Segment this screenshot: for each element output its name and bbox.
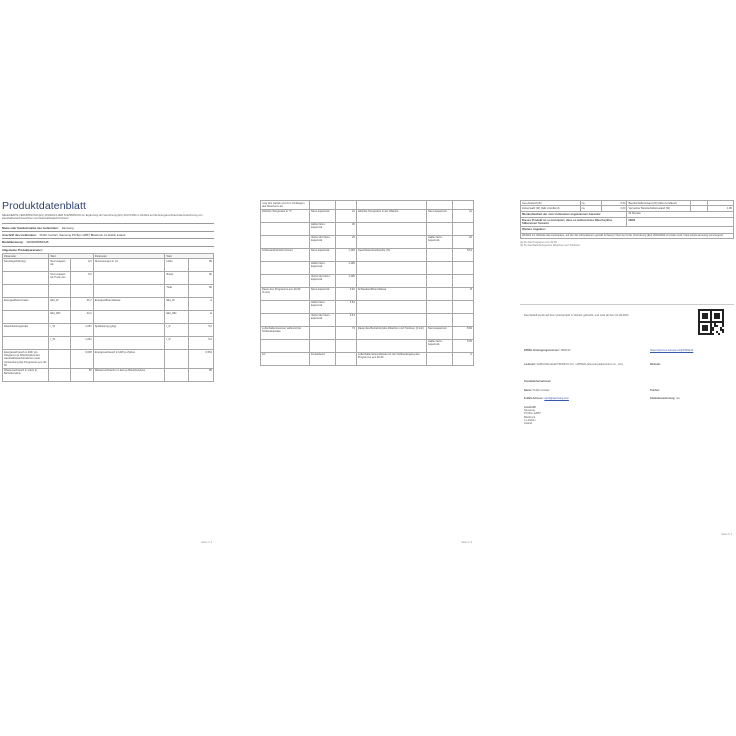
table-cell: I_W: [49, 337, 70, 350]
table-cell: [427, 287, 453, 300]
table-cell: [49, 285, 70, 298]
name-value: Public Contact: [532, 389, 550, 392]
table-cell: 73: [335, 326, 356, 339]
table-row: [261, 222, 474, 235]
table-row: [261, 352, 474, 365]
table-row: [261, 313, 474, 326]
email-row: [524, 397, 644, 400]
table-cell: 23: [335, 235, 356, 248]
table-cell: 9,0: [70, 259, 93, 272]
table-cell: Spülleistung (g/kg): [93, 324, 165, 337]
address-line: Blackrock: [524, 415, 536, 419]
table-cell: 21: [452, 209, 473, 222]
table-cell: 1,031: [70, 324, 93, 337]
table-cell: Freistehend: [309, 352, 335, 365]
table-cell: Halbe Nenn-kapazi-tät: [309, 300, 335, 313]
position-label: Stellenbezeichnung:: [650, 397, 676, 400]
table-cell: [261, 313, 310, 326]
table-cell: [93, 285, 165, 298]
table-cell: Viertel der Nenn-kapazi-tät: [309, 235, 335, 248]
table-cell: Bereitschaftszustand (W) (falls zutreffend): [627, 201, 691, 206]
table-cell: Luftschallemissionsklasse für den Schleudergang des Programms eco 40-60: [356, 352, 426, 365]
table-row: [3, 350, 214, 368]
table-cell: E: [188, 311, 213, 324]
page-number: Seite 3 / 3: [721, 533, 732, 536]
table-cell: Nenn-kapazi-tät: [427, 209, 453, 222]
page-number: Seite 1 / 3: [201, 541, 212, 544]
table-cell: [335, 352, 356, 365]
table-cell: 1 496: [335, 261, 356, 274]
table-cell: [165, 350, 188, 368]
table-cell: [356, 313, 426, 326]
table-cell: Wasserverbrauch in Litern je Betriebszyklus: [93, 368, 165, 381]
table-cell: [261, 235, 310, 248]
table-cell: Viertel der Nenn-kapazi-tät: [309, 313, 335, 326]
table-cell: Nenn-kapazi-tät: [427, 326, 453, 339]
table-cell: [427, 222, 453, 235]
email-label: E-Mail-Adresse:: [524, 397, 544, 400]
table-cell: EEI_W: [49, 298, 70, 311]
table-row: [3, 285, 214, 298]
supplier-label: Name oder Handelsmarke des Lieferanten:: [2, 225, 59, 230]
eprel-row: [524, 349, 644, 352]
table-cell: 46,7: [70, 298, 93, 311]
table-cell: [356, 261, 426, 274]
table-row: [3, 368, 214, 381]
table-cell: 31: [335, 209, 356, 222]
table-cell: 2:54: [335, 300, 356, 313]
model-value: WD90DB5B80HB: [26, 240, 49, 245]
contact-label: Kontaktinformationen: [524, 380, 551, 383]
table-cell: 42,2: [70, 311, 93, 324]
table-cell: Dauer des Programms eco 40-60 (h:min): [261, 287, 310, 300]
manufacturer-row: [524, 363, 644, 366]
guarantee-value: 24 Monate: [627, 211, 734, 217]
table-cell: I_W: [49, 324, 70, 337]
table-cell: Nenn-kapazi-tät: [49, 259, 70, 272]
table-cell: [49, 368, 70, 381]
table-cell: [356, 222, 426, 235]
continuation-text: rung des Geräts und zum Verlängern des Waschens ab.: [261, 201, 310, 210]
weblink-text: Weblink zur Website des Lieferanten, auf der die Informationen gemäß Anhang II Nummer 9 der Verordnung (EU) 2019/2023 zu finden sind: https://www.samsung.com/support: [521, 233, 734, 238]
table-row: [261, 201, 474, 210]
table-row: [261, 300, 474, 313]
table-cell: Viertel der Nenn-kapazi-tät: [309, 274, 335, 287]
table-cell: Halbe Nenn-kapazi-tät: [427, 235, 453, 248]
table-cell: 2:44: [335, 313, 356, 326]
column-header: Wert: [49, 253, 93, 258]
table-cell: 36: [335, 222, 356, 235]
table-cell: [452, 313, 473, 326]
table-cell: 8:00: [452, 326, 473, 339]
table-cell: [427, 352, 453, 365]
params-table-p1: [2, 253, 214, 382]
table-cell: 5,0: [188, 337, 213, 350]
table-body: [521, 201, 734, 212]
table-cell: Energieeffizienzindex: [3, 298, 49, 311]
table-cell: I_R: [165, 324, 188, 337]
name-row: [524, 389, 644, 392]
table-cell: Dauer des Betriebszyklus Waschen und Trocknen (h:min): [356, 326, 426, 339]
column-header: Parameter: [3, 253, 49, 258]
table-cell: [309, 326, 335, 339]
table-cell: 5:05: [452, 339, 473, 352]
table-cell: [356, 300, 426, 313]
table-cell: ca.: [580, 206, 601, 211]
table-cell: ca.: [580, 201, 601, 206]
page-number: Seite 2 / 3: [461, 541, 472, 544]
table-cell: Höhe: [165, 259, 188, 272]
table-cell: 0,048: [70, 350, 93, 368]
address-line: Ireland: [524, 422, 532, 426]
table-cell: [93, 337, 165, 350]
supplier-value: Samsung: [61, 225, 74, 230]
table-row: [261, 326, 474, 339]
table-cell: Tiefe: [165, 285, 188, 298]
position-value: n/a: [675, 397, 680, 400]
table-cell: [452, 261, 473, 274]
table-cell: Schleuderdrehzahl (U/min): [261, 248, 310, 261]
table-cell: Energieeffizienzklasse: [93, 298, 165, 311]
more-info-label: Weitere Angaben:: [521, 227, 734, 233]
table-cell: Halbe Nenn-kapazi-tät: [309, 222, 335, 235]
address-line: PO Box 12867: [524, 412, 541, 416]
table-cell: Halbe Nenn-kapazi-tät: [309, 261, 335, 274]
table-cell: Halbe Nenn-kapazi-tät: [427, 339, 453, 352]
model-label: Modellkennung:: [2, 240, 24, 245]
qr-caption: Das Modell wurde auf dem Unionsmarkt in Verkehr gebracht, und zwar ab dem 01.09.2024: [524, 314, 629, 317]
table-cell: 53,9: [452, 248, 473, 261]
table-cell: 85: [188, 259, 213, 272]
table-cell: Nenn-kapazi-tät: [309, 209, 335, 222]
table-cell: 80: [188, 368, 213, 381]
phone-label: Telefon:: [650, 389, 660, 392]
table-cell: [261, 274, 310, 287]
table-cell: [427, 248, 453, 261]
address-line: Co Dublin: [524, 418, 536, 422]
table-cell: Art: [261, 352, 310, 365]
manufacturer-value: SAMSUNG ELECTRONICS CO., LIMITED (Samsung Electronics Co., Ltd.): [536, 363, 624, 366]
table-cell: [356, 339, 426, 352]
table-cell: Nenn-kapazi-tät: [309, 248, 335, 261]
table-cell: [93, 311, 165, 324]
email-link[interactable]: eprel@samsung.com: [544, 397, 569, 400]
table-row: [3, 272, 214, 285]
address-label: Anschrift:: [524, 406, 537, 409]
table-cell: [49, 350, 70, 368]
regulation-intro: DELEGIERTE VERORDNUNG (EU) 2019/2014 DER KOMMISSION zur Ergänzung der Verordnung (EU) 2017/1369 im Hinblick auf die Energieverbrauchskennzeichnung von Haushaltswaschmaschinen und Haushaltswaschtrocknern: [2, 214, 203, 221]
table-cell: [427, 300, 453, 313]
table-cell: 0,554: [188, 350, 213, 368]
column-header: Wert: [165, 253, 214, 258]
name-label: Name:: [524, 389, 532, 392]
table-cell: 22: [452, 235, 473, 248]
table-row: [261, 209, 474, 222]
table-cell: Vernetzter Bereitschaftszustand (W): [627, 206, 691, 211]
table-cell: [261, 222, 310, 235]
manufacturer-label: Lieferant:: [524, 363, 536, 366]
table-row: [261, 248, 474, 261]
table-cell: Aus-Zustand (W): [521, 201, 581, 206]
table-cell: [427, 313, 453, 326]
power-table: [520, 200, 734, 239]
table-row: [3, 311, 214, 324]
table-cell: [452, 274, 473, 287]
table-cell: [261, 261, 310, 274]
address-row: [2, 231, 214, 238]
silver-ion-row: [521, 217, 734, 226]
table-cell: [309, 339, 335, 352]
supplier-row: [2, 223, 214, 230]
table-cell: [452, 300, 473, 313]
table-row: [261, 235, 474, 248]
table-cell: 1,80: [708, 206, 734, 211]
table-cell: Nennkapazität (kg): [3, 259, 49, 272]
table-cell: [356, 274, 426, 287]
table-cell: Waschleistungsindex: [3, 324, 49, 337]
silver-ion-label: Dieses Produkt ist so konzipiert, dass es während des Waschzyklus Silberionen freisetzt: [521, 217, 627, 226]
qr-code-icon[interactable]: [698, 309, 724, 335]
table-cell: [3, 272, 49, 285]
table-cell: [427, 274, 453, 287]
eprel-link[interactable]: https://eprel.ec.europa.eu/qr/1581212: [650, 349, 694, 352]
document-page-2: [260, 200, 474, 544]
table-body: [261, 209, 474, 365]
table-row: [3, 298, 214, 311]
table-cell: 5,0: [188, 324, 213, 337]
footnote: (a) für das Programm eco 40-60: [520, 240, 557, 244]
footnote: (b) für das Waschprogramm Waschen und Trocknen: [520, 244, 581, 248]
table-cell: [335, 339, 356, 352]
table-body: [3, 259, 214, 381]
table-cell: Energieverbrauch in kWh pro Kilogramm je Waschzyklus des Haushaltswaschtrockners unter Verwendung des Programms eco 40-60: [3, 350, 49, 368]
table-cell: Breite: [165, 272, 188, 285]
table-cell: Höchste Temperatur in der Wäsche: [356, 209, 426, 222]
table-cell: I_R: [165, 337, 188, 350]
table-cell: B: [452, 287, 473, 300]
table-cell: Abmessungen in cm: [93, 259, 165, 272]
address-block: [524, 406, 604, 425]
document-page-1: [2, 200, 214, 544]
table-row: [3, 324, 214, 337]
table-cell: Nenn-kapazi-tät Trock-nen: [49, 272, 70, 285]
table-row: [261, 274, 474, 287]
table-cell: [3, 337, 49, 350]
table-cell: 0,50: [601, 201, 627, 206]
table-cell: A: [188, 298, 213, 311]
address-value: Public Contact, Samsung PO Box 12867 Blackrock Co Dublin Ireland: [39, 232, 126, 237]
table-cell: 4,00: [601, 206, 627, 211]
table-cell: Wasserverbrauch in Litern je Betriebszyklus: [3, 368, 49, 381]
table-row: [261, 339, 474, 352]
table-row: [3, 259, 214, 272]
eprel-box: [520, 304, 734, 452]
silver-ion-value: NEIN: [627, 217, 734, 226]
table-cell: [3, 311, 49, 324]
document-title: Produktdatenblatt: [2, 200, 87, 212]
table-cell: Höchste Temperatur in °C: [261, 209, 310, 222]
params-table-p2: [260, 200, 474, 366]
table-cell: 60: [188, 285, 213, 298]
table-cell: Nenn-kapazi-tät: [309, 287, 335, 300]
address-line: Samsung: [524, 409, 535, 413]
table-cell: [165, 368, 188, 381]
general-params-row: [2, 246, 214, 253]
website-label: Website:: [650, 363, 661, 366]
table-cell: [93, 272, 165, 285]
position-row: [650, 397, 730, 400]
table-cell: [261, 339, 310, 352]
column-header: Parameter: [93, 253, 165, 258]
model-row: [2, 238, 214, 245]
table-cell: [452, 222, 473, 235]
table-row: [261, 287, 474, 300]
table-cell: [427, 261, 453, 274]
table-cell: 50: [70, 368, 93, 381]
address-label: Anschrift des Lieferanten:: [2, 232, 37, 237]
table-cell: 1 496: [335, 248, 356, 261]
table-cell: Energieverbrauch in kWh je Zyklus: [93, 350, 165, 368]
table-cell: Schleudereffizienzklasse: [356, 287, 426, 300]
table-cell: EEI_WD: [165, 311, 188, 324]
table-cell: A: [452, 352, 473, 365]
table-cell: 1 496: [335, 274, 356, 287]
table-cell: Luftschallemissionen während der Schleuderphase: [261, 326, 310, 339]
table-cell: Zeitvorwahl (W) (falls zutreffend): [521, 206, 581, 211]
guarantee-label: Mindestlaufzeit der vom Lieferanten angebotenen Garantie:: [521, 211, 627, 217]
table-cell: 6,0: [70, 272, 93, 285]
table-cell: 60: [188, 272, 213, 285]
table-cell: [356, 235, 426, 248]
weblink-row: [521, 233, 734, 238]
table-cell: 1,031: [70, 337, 93, 350]
eprel-label: EPREL-Eintragungsnummer:: [524, 349, 560, 352]
document-page-3: [520, 200, 734, 536]
general-params-label: Allgemeine Produktparameter:: [2, 247, 43, 252]
eprel-value: 1581212: [560, 349, 571, 352]
table-cell: 3:49: [335, 287, 356, 300]
table-cell: [3, 285, 49, 298]
table-row: [3, 337, 214, 350]
table-cell: Gewichtete Restfeuchte (%): [356, 248, 426, 261]
table-cell: [261, 300, 310, 313]
table-cell: [70, 285, 93, 298]
table-row: [261, 261, 474, 274]
table-cell: EEI_WD: [49, 311, 70, 324]
table-cell: EEI_W: [165, 298, 188, 311]
